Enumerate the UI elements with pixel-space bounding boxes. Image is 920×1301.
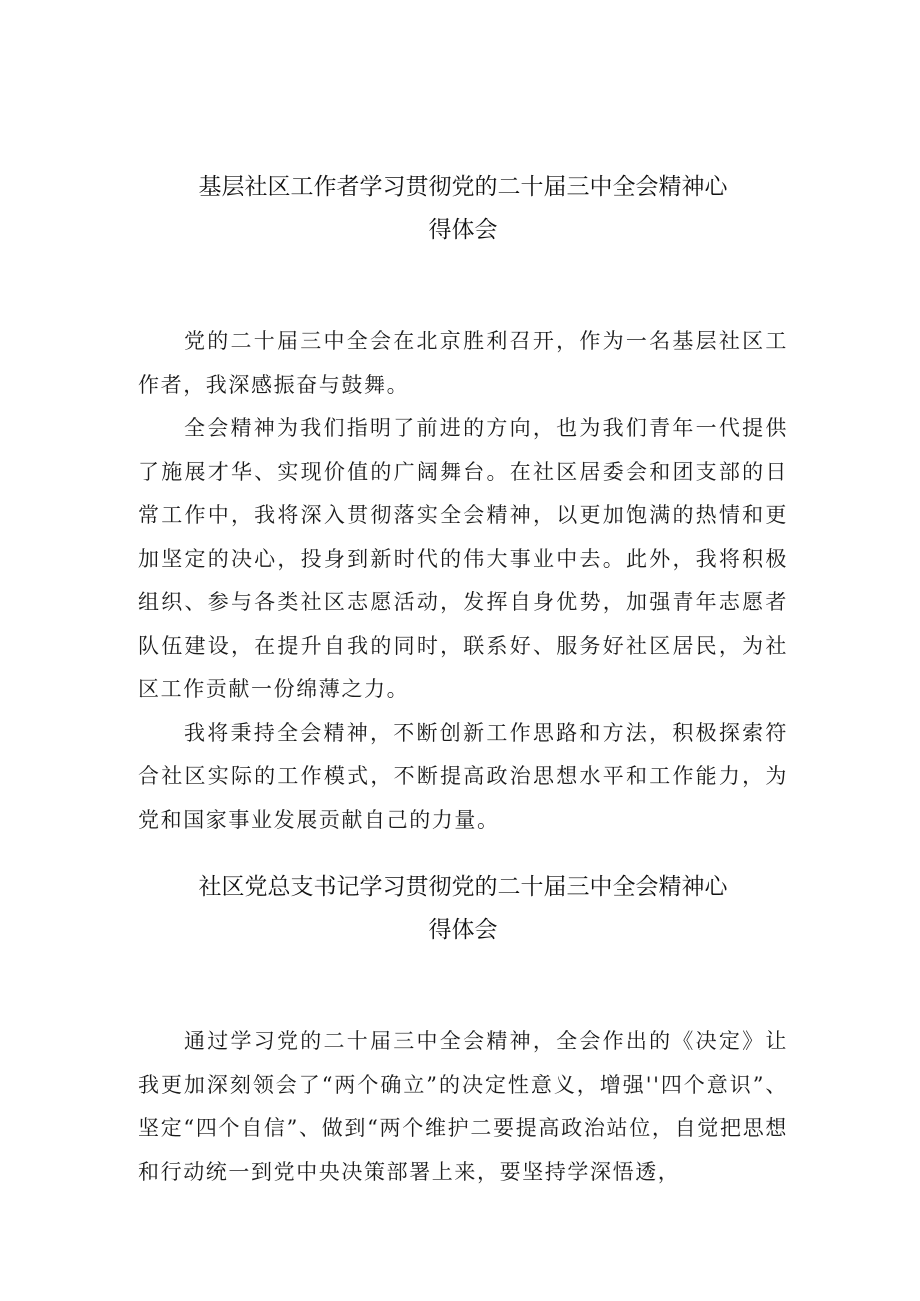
article-1-paragraph-2: 全会精神为我们指明了前进的方向，也为我们青年一代提供了施展才华、实现价值的广阔舞台。在社区居委会和团支部的日常工作中，我将深入贯彻落实全会精神，以更加饱满的热情和更加坚定的决心，投身到新时代的伟大事业中去。此外，我将积极组织、参与各类社区志愿活动，发挥自身优势，加强青年志愿者队伍建设，在提升自我的同时，联系好、服务好社区居民，为社区工作贡献一份绵薄之力。 [138, 416, 788, 701]
article-2-paragraph-1: 通过学习党的二十届三中全会精神，全会作出的《决定》让我更加深刻领会了“两个确立”的决定性意义，增强''四个意识”、坚定“四个自信”、做到“两个维护二要提高政治站位，自觉把思想和行动统一到党中央决策部署上来，要坚持学深悟透， [138, 1029, 788, 1184]
article-1-title [138, 166, 788, 252]
article-1-paragraph-3: 我将秉持全会精神，不断创新工作思路和方法，积极探索符合社区实际的工作模式，不断提高政治思想水平和工作能力，为党和国家事业发展贡献自己的力量。 [138, 720, 788, 832]
article-2-title [138, 866, 788, 952]
article-2-title-line-2: 得体会 [428, 917, 498, 943]
article-1-title-line-2: 得体会 [428, 217, 498, 243]
article-1-title-line-1: 基层社区工作者学习贯彻党的二十届三中全会精神心 [198, 174, 728, 200]
article-1 [138, 166, 788, 842]
article-2-body [138, 1020, 788, 1194]
article-1-body [138, 320, 788, 842]
article-2-title-line-1: 社区党总支书记学习贯彻党的二十届三中全会精神心 [198, 874, 728, 900]
article-2 [138, 866, 788, 1194]
article-1-paragraph-1: 党的二十届三中全会在北京胜利召开，作为一名基层社区工作者，我深感振奋与鼓舞。 [138, 329, 788, 397]
